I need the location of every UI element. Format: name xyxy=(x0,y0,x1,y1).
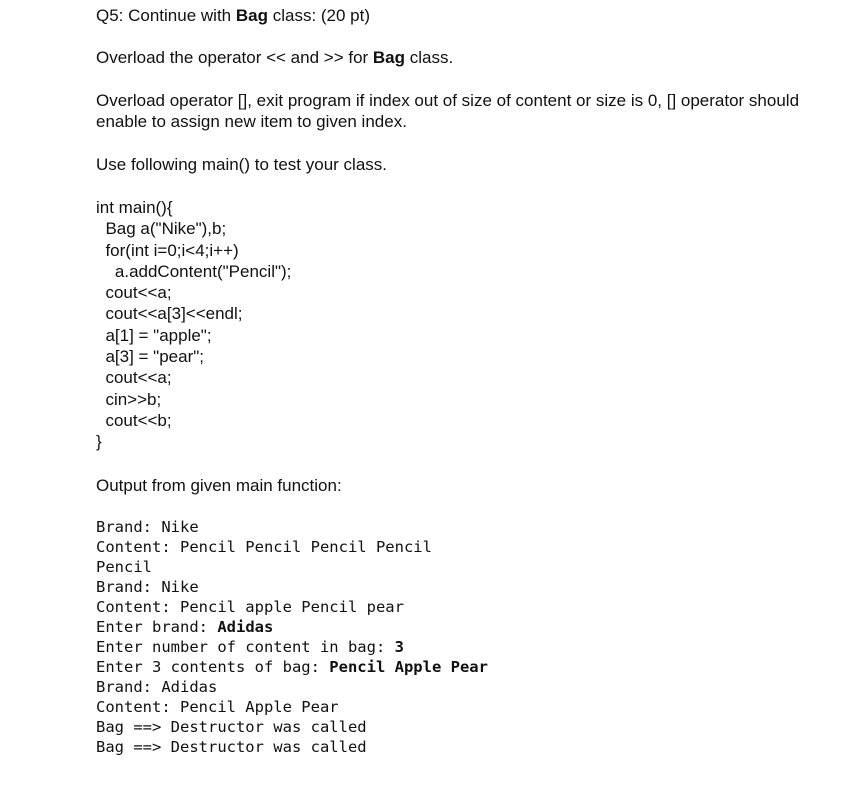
code-line: a[1] = "apple"; xyxy=(96,325,212,345)
code-line: cin>>b; xyxy=(96,389,162,409)
output-line-text: Enter 3 contents of bag: xyxy=(96,658,330,676)
instruction-overload-stream-prefix: Overload the operator << and >> for xyxy=(96,48,373,67)
code-line: cout<<a[3]<<endl; xyxy=(96,304,243,324)
code-line: cout<<b; xyxy=(96,410,172,430)
output-line xyxy=(96,537,488,557)
output-line-user-input: 3 xyxy=(394,638,404,656)
output-line xyxy=(96,637,488,657)
output-line-text: Brand: Adidas xyxy=(96,678,218,696)
output-line-text: Enter number of content in bag: xyxy=(96,638,395,656)
output-line-text: Pencil xyxy=(96,558,152,576)
code-line: Bag a("Nike"),b; xyxy=(96,219,227,239)
question-title-class: Bag xyxy=(235,6,268,25)
question-title-suffix: class: (20 pt) xyxy=(267,6,371,25)
output-heading: Output from given main function: xyxy=(96,476,342,495)
output-line xyxy=(96,597,488,617)
output-line-text: Bag ==> Destructor was called xyxy=(96,738,367,756)
instruction-overload-index: Overload operator [], exit program if index out of size of content or size is 0, [] operator should enable to assign new item to given index. xyxy=(96,91,800,131)
output-line-text: Content: Pencil Pencil Pencil Pencil xyxy=(96,538,432,556)
output-line-text: Content: Pencil Apple Pear xyxy=(96,698,339,716)
output-line-text: Content: Pencil apple Pencil pear xyxy=(96,598,404,616)
output-line-text: Enter brand: xyxy=(96,618,218,636)
question-title xyxy=(96,5,370,26)
output-line-text: Bag ==> Destructor was called xyxy=(96,718,367,736)
output-line xyxy=(96,697,488,717)
output-line xyxy=(96,677,488,697)
output-line xyxy=(96,717,488,737)
output-line xyxy=(96,657,488,677)
code-line: cout<<a; xyxy=(96,368,172,388)
output-line-user-input: Pencil Apple Pear xyxy=(329,658,488,676)
code-line: a.addContent("Pencil"); xyxy=(96,261,292,281)
code-line: for(int i=0;i<4;i++) xyxy=(96,240,239,260)
output-line-user-input: Adidas xyxy=(217,618,274,636)
instruction-overload-stream-suffix: class. xyxy=(405,48,454,67)
code-line: } xyxy=(96,432,102,452)
instruction-overload-stream-class: Bag xyxy=(372,48,406,67)
code-line: int main(){ xyxy=(96,198,173,217)
output-line xyxy=(96,557,488,577)
output-line xyxy=(96,517,488,537)
instruction-test: Use following main() to test your class. xyxy=(96,155,387,174)
code-line: cout<<a; xyxy=(96,283,172,303)
question-title-prefix: Q5: Continue with xyxy=(96,6,236,25)
output-line-text: Brand: Nike xyxy=(96,518,199,536)
code-line: a[3] = "pear"; xyxy=(96,347,204,367)
instruction-overload-stream xyxy=(96,47,453,68)
output-block xyxy=(96,517,488,757)
code-block xyxy=(96,197,291,453)
output-line xyxy=(96,737,488,757)
output-line xyxy=(96,617,488,637)
output-line-text: Brand: Nike xyxy=(96,578,199,596)
output-line xyxy=(96,577,488,597)
